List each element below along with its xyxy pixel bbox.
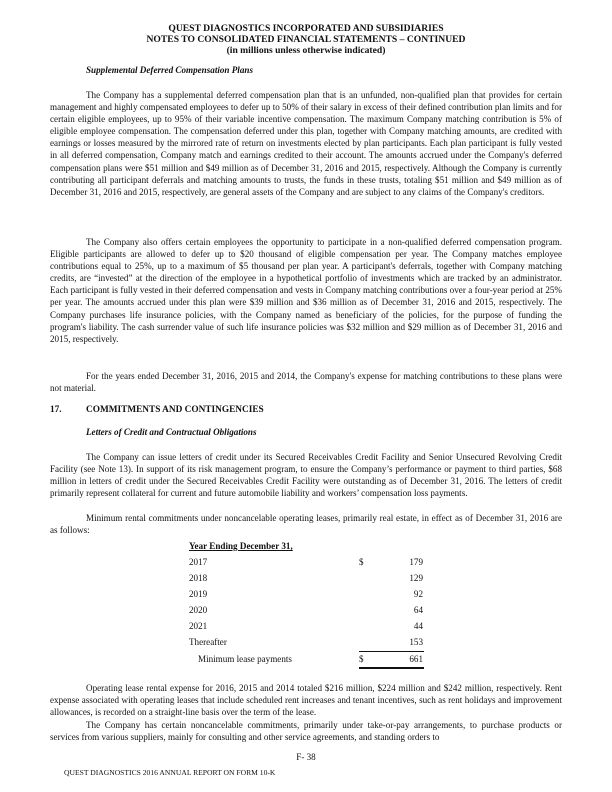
supplemental-heading: Supplemental Deferred Compensation Plans xyxy=(86,65,253,75)
letters-of-credit-heading: Letters of Credit and Contractual Obligations xyxy=(86,427,257,437)
table-row xyxy=(189,621,424,633)
total-amount: 661 xyxy=(409,654,423,664)
page-number: F- 38 xyxy=(296,752,316,762)
row-amount: 129 xyxy=(409,573,423,583)
rental-expense-paragraph: Operating lease rental expense for 2016, 2015 and 2014 totaled $216 million, $224 million and $242 million, respectively. Rent expense associated with operating leases that include scheduled rent increases and tenant incentives, such as rent holidays and improvement allowances, is recorded on a straight-line basis over the term of the lease. xyxy=(50,683,562,718)
row-year: 2018 xyxy=(189,573,208,583)
table-heading: Year Ending December 31, xyxy=(189,541,293,551)
row-amount: 153 xyxy=(409,637,423,647)
notes-header: NOTES TO CONSOLIDATED FINANCIAL STATEMENTS – CONTINUED xyxy=(146,34,466,45)
total-double-rule xyxy=(359,667,424,669)
currency-symbol: $ xyxy=(359,654,364,664)
table-row xyxy=(189,589,424,601)
table-total-row xyxy=(189,654,424,666)
row-year: 2019 xyxy=(189,589,208,599)
report-footer: QUEST DIAGNOSTICS 2016 ANNUAL REPORT ON FORM 10-K xyxy=(64,768,276,777)
row-amount: 44 xyxy=(413,621,423,631)
row-year: 2021 xyxy=(189,621,208,631)
section-title: COMMITMENTS AND CONTINGENCIES xyxy=(86,405,264,415)
lease-intro-paragraph: Minimum rental commitments under noncancelable operating leases, primarily real estate, in effect as of December 31, 2016 are as follows: xyxy=(50,513,562,536)
supplemental-paragraph-1: The Company has a supplemental deferred compensation plan that is an unfunded, non-qualified plan that provides for certain management and highly compensated employees to defer up to 50% of their salary in excess of their defined contribution plan limits and for certain eligible employees, up to 95% of their variable incentive compensation. The maximum Company matching contribution is 5% of eligible employee compensation. The compensation deferred under this plan, together with Company matching amounts, are credited with earnings or losses measured by the mirrored rate of return on investments elected by plan participants. Each plan participant is fully vested in all deferred compensation, Company match and earnings credited to their account. The amounts accrued under the Company's deferred compensation plans were $51 million and $49 million as of December 31, 2016 and 2015, respectively. Although the Company is currently contributing all participant deferrals and matching amounts to trusts, the funds in these trusts, totaling $51 million and $49 million as of December 31, 2016 and 2015, respectively, are general assets of the Company and are subject to any claims of the Company's creditors. xyxy=(50,90,562,197)
noncancelable-commitments-paragraph: The Company has certain noncancelable commitments, primarily under take-or-pay arrangements, to purchase products or services from various suppliers, mainly for consulting and other service agreements, and standing orders to xyxy=(50,720,562,743)
company-header: QUEST DIAGNOSTICS INCORPORATED AND SUBSIDIARIES xyxy=(168,23,444,34)
row-year: 2017 xyxy=(189,557,208,567)
section-number: 17. xyxy=(50,405,62,415)
letters-of-credit-paragraph: The Company can issue letters of credit under its Secured Receivables Credit Facility and Senior Unsecured Revolving Credit Facility (see Note 13). In support of its risk management program, to ensure the Company’s performance or payment to third parties, $68 million in letters of credit under the Secured Receivables Credit Facility were outstanding as of December 31, 2016. The letters of credit primarily represent collateral for current and future automobile liability and workers’ compensation loss payments. xyxy=(50,452,562,499)
total-label: Minimum lease payments xyxy=(198,654,292,664)
supplemental-paragraph-2: The Company also offers certain employees the opportunity to participate in a non-qualified deferred compensation program. Eligible participants are allowed to defer up to $20 thousand of eligible compensation per year. The Company matches employee contributions equal to 25%, up to a maximum of $5 thousand per plan year. A participant's deferrals, together with Company matching credits, are “invested” at the direction of the employee in a hypothetical portfolio of investments which are tracked by an administrator. Each participant is fully vested in their deferred compensation and vests in Company matching contributions over a four-year period at 25% per year. The amounts accrued under this plan were $39 million and $36 million as of December 31, 2016 and 2015, respectively. The Company purchases life insurance policies, with the Company named as beneficiary of the policies, for the purpose of funding the program's liability. The cash surrender value of such life insurance policies was $32 million and $29 million as of December 31, 2016 and 2015, respectively. xyxy=(50,237,562,344)
subtotal-rule xyxy=(359,651,424,652)
row-amount: 92 xyxy=(413,589,423,599)
table-row xyxy=(189,557,424,569)
row-year: 2020 xyxy=(189,605,208,615)
table-row xyxy=(189,573,424,585)
units-header: (in millions unless otherwise indicated) xyxy=(226,45,386,56)
table-row xyxy=(189,637,424,649)
currency-symbol: $ xyxy=(359,557,364,567)
table-row xyxy=(189,605,424,617)
row-amount: 64 xyxy=(413,605,423,615)
supplemental-paragraph-3: For the years ended December 31, 2016, 2015 and 2014, the Company's expense for matching contributions to these plans were not material. xyxy=(50,371,562,394)
row-amount: 179 xyxy=(409,557,423,567)
row-year: Thereafter xyxy=(189,637,227,647)
